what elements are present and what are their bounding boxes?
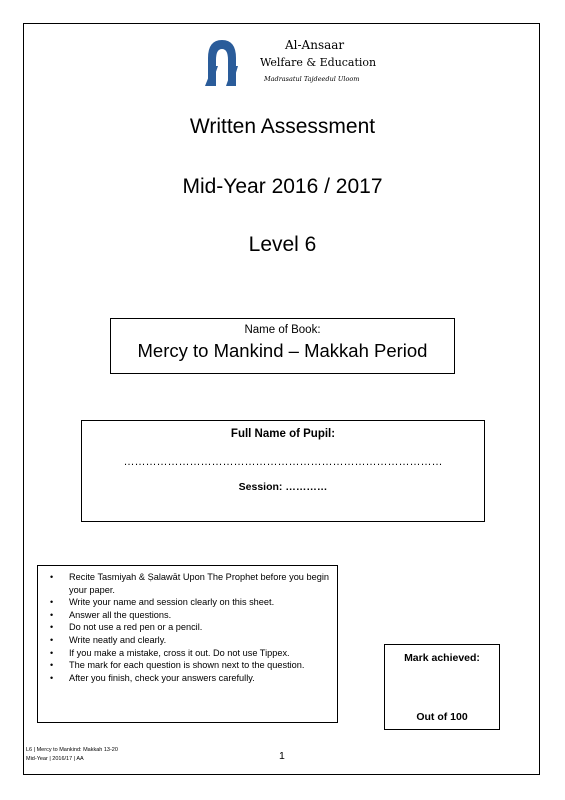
page-footer bbox=[26, 746, 118, 763]
mark-achieved-box bbox=[384, 644, 500, 730]
logo-subtitle: Welfare & Education bbox=[260, 56, 377, 69]
instruction-item: • Recite Tasmiyah & Ṣalawāt Upon The Prophet before you begin your paper. bbox=[42, 571, 329, 596]
mark-out-of: Out of 100 bbox=[416, 711, 468, 723]
pupil-details-box bbox=[81, 420, 485, 522]
instruction-item: • Answer all the questions. bbox=[42, 609, 329, 622]
instruction-item: • If you make a mistake, cross it out. Do not use Tippex. bbox=[42, 647, 329, 660]
book-name-box bbox=[110, 318, 455, 374]
instruction-item: • Do not use a red pen or a pencil. bbox=[42, 621, 329, 634]
assessment-period: Mid-Year 2016 / 2017 bbox=[182, 175, 383, 198]
instruction-item: • Write neatly and clearly. bbox=[42, 634, 329, 647]
book-label: Name of Book: bbox=[244, 324, 321, 336]
logo-emblem-icon bbox=[204, 36, 240, 88]
instruction-item: • Write your name and session clearly on this sheet. bbox=[42, 596, 329, 609]
footer-line-2: Mid-Year | 2016/17 | AA bbox=[26, 755, 84, 762]
logo-name: Al-Ansaar bbox=[285, 38, 345, 52]
logo-tagline: Madrasatul Tajdeedul Uloom bbox=[264, 75, 360, 83]
instructions-box bbox=[37, 565, 338, 723]
session-field[interactable]: Session: ………… bbox=[238, 481, 328, 493]
pupil-name-field[interactable]: …………………………………………………………………………… bbox=[123, 456, 443, 468]
instruction-item: • The mark for each question is shown next to the question. bbox=[42, 659, 329, 672]
instructions-list bbox=[42, 571, 329, 684]
organization-logo bbox=[204, 34, 377, 90]
book-title: Mercy to Mankind – Makkah Period bbox=[137, 340, 428, 361]
page-number: 1 bbox=[279, 750, 285, 762]
footer-line-1: L6 | Mercy to Mankind: Makkah 13-20 bbox=[26, 747, 118, 753]
mark-achieved-label: Mark achieved: bbox=[404, 652, 480, 664]
assessment-title: Written Assessment bbox=[189, 115, 376, 138]
pupil-name-label: Full Name of Pupil: bbox=[230, 428, 336, 440]
instruction-item: • After you finish, check your answers carefully. bbox=[42, 672, 329, 685]
assessment-level: Level 6 bbox=[248, 233, 317, 256]
